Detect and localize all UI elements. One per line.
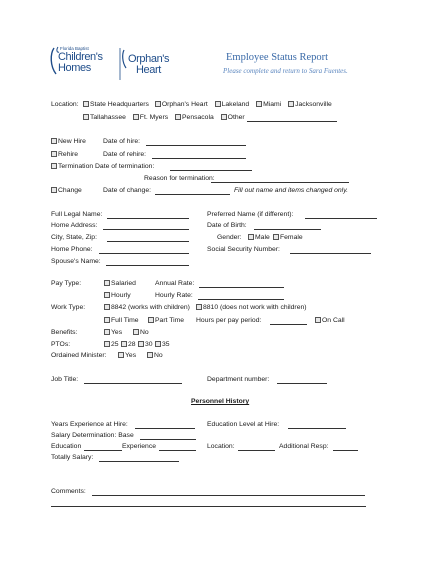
checkbox-icon[interactable] (148, 317, 154, 323)
spouse-name-field[interactable] (106, 259, 189, 266)
experience-label: Experience (122, 443, 157, 450)
location-option-ft-myers[interactable]: Ft. Myers (133, 114, 168, 121)
checkbox-icon[interactable] (147, 352, 153, 358)
pto-option-28[interactable]: 28 (121, 340, 136, 349)
checkbox-icon[interactable] (83, 114, 89, 120)
education-field[interactable] (84, 444, 122, 451)
annual-rate-field[interactable] (199, 281, 284, 288)
checkbox-icon[interactable] (104, 317, 110, 323)
pto-option-25[interactable]: 25 (104, 340, 119, 349)
preferred-name-field[interactable] (305, 212, 377, 219)
location-option-lakeland[interactable]: Lakeland (215, 101, 250, 108)
checkbox-icon[interactable] (175, 114, 181, 120)
checkbox-icon[interactable] (248, 234, 254, 240)
home-address-label: Home Address: (51, 222, 98, 229)
ssn-field[interactable] (290, 247, 371, 254)
checkbox-icon[interactable] (288, 101, 294, 107)
code-8810-option[interactable]: 8810 (does not work with children) (196, 303, 307, 312)
comments-field-line2[interactable] (51, 500, 366, 507)
location-option-orphans-heart[interactable]: Orphan's Heart (155, 101, 208, 108)
pto-option-35[interactable]: 35 (155, 340, 170, 349)
checkbox-icon[interactable] (215, 101, 221, 107)
date-of-birth-field[interactable] (254, 223, 321, 230)
checkbox-icon[interactable] (51, 163, 57, 169)
code-8842-option[interactable]: 8842 (works with children) (104, 303, 190, 312)
location-option-jacksonville[interactable]: Jacksonville (288, 101, 332, 108)
checkbox-icon[interactable] (104, 292, 110, 298)
location-row1 (83, 100, 332, 109)
work-type-label: Work Type: (51, 304, 86, 311)
checkbox-icon[interactable] (104, 341, 110, 347)
totally-salary-field[interactable] (99, 455, 179, 462)
logo-line3: Homes (58, 62, 91, 74)
logo-line2: Children's (58, 51, 103, 63)
annual-rate-label: Annual Rate: (155, 280, 195, 287)
checkbox-icon[interactable] (256, 101, 262, 107)
logo-line1: Florida Baptist (60, 46, 89, 51)
reason-field[interactable] (211, 176, 349, 183)
full-legal-name-field[interactable] (107, 212, 189, 219)
checkbox-icon[interactable] (51, 138, 57, 144)
logo-right1: Orphan's (128, 53, 170, 65)
ssn-label: Social Security Number: (207, 246, 280, 253)
date-of-rehire-field[interactable] (152, 152, 246, 159)
salaried-option[interactable]: Salaried (104, 279, 136, 288)
department-number-label: Department number: (207, 376, 270, 383)
additional-resp-label: Additional Resp: (279, 443, 329, 450)
gender-label: Gender: (217, 234, 242, 241)
checkbox-icon[interactable] (104, 329, 110, 335)
checkbox-icon[interactable] (51, 187, 57, 193)
date-of-change-label: Date of change: (103, 187, 151, 194)
other-location-field[interactable] (247, 115, 337, 122)
part-time-option[interactable]: Part Time (148, 316, 184, 325)
benefits-yes-option[interactable]: Yes (104, 328, 122, 337)
checkbox-icon[interactable] (104, 304, 110, 310)
minister-no-option[interactable]: No (147, 351, 163, 360)
totally-salary-label: Totally Salary: (51, 454, 94, 461)
date-of-hire-field[interactable] (146, 139, 246, 146)
pto-option-30[interactable]: 30 (138, 340, 153, 349)
home-address-field[interactable] (103, 223, 189, 230)
home-phone-label: Home Phone: (51, 246, 93, 253)
location-option-miami[interactable]: Miami (256, 101, 281, 108)
pay-type-label: Pay Type: (51, 280, 82, 287)
hours-per-pay-field[interactable] (270, 318, 307, 325)
gender-male-option[interactable]: Male (248, 233, 270, 242)
logo (48, 46, 188, 82)
new-hire-option[interactable]: New Hire (51, 137, 86, 146)
preferred-name-label: Preferred Name (if different): (207, 211, 294, 218)
years-experience-field[interactable] (135, 422, 195, 429)
education-label: Education (51, 443, 82, 450)
experience-field[interactable] (159, 444, 196, 451)
on-call-option[interactable]: On Call (315, 316, 345, 325)
location-label: Location: (51, 101, 79, 108)
department-number-field[interactable] (277, 377, 327, 384)
education-level-field[interactable] (288, 422, 346, 429)
spouse-name-label: Spouse's Name: (51, 258, 101, 265)
checkbox-icon[interactable] (196, 304, 202, 310)
benefits-label: Benefits: (51, 329, 78, 336)
checkbox-icon[interactable] (133, 114, 139, 120)
history-location-label: Location: (207, 443, 235, 450)
checkbox-icon[interactable] (118, 352, 124, 358)
location-option-tallahassee[interactable]: Tallahassee (83, 114, 126, 121)
ptos-label: PTOs: (51, 341, 71, 348)
date-of-change-field[interactable] (155, 188, 230, 195)
history-location-field[interactable] (238, 444, 275, 451)
date-of-termination-field[interactable] (170, 164, 252, 171)
salary-base-field[interactable] (140, 433, 196, 440)
location-option-other[interactable]: Other (221, 114, 245, 121)
city-state-zip-field[interactable] (107, 235, 189, 242)
checkbox-icon[interactable] (133, 329, 139, 335)
change-option[interactable]: Change (51, 186, 82, 195)
rehire-option[interactable]: Rehire (51, 150, 78, 159)
reason-label: Reason for termination: (144, 175, 215, 182)
checkbox-icon[interactable] (221, 114, 227, 120)
date-of-rehire-label: Date of rehire: (103, 151, 147, 158)
date-of-hire-label: Date of hire: (103, 138, 141, 145)
checkbox-icon[interactable] (104, 280, 110, 286)
additional-resp-field[interactable] (333, 444, 358, 451)
hourly-option[interactable]: Hourly (104, 291, 131, 300)
checkbox-icon[interactable] (273, 234, 279, 240)
minister-yes-option[interactable]: Yes (118, 351, 136, 360)
checkbox-icon[interactable] (315, 317, 321, 323)
personnel-history-heading: Personnel History (191, 398, 250, 405)
checkbox-icon[interactable] (83, 101, 89, 107)
comments-label: Comments: (51, 488, 86, 495)
gender-female-option[interactable]: Female (273, 233, 303, 242)
date-of-birth-label: Date of Birth: (207, 222, 247, 229)
education-level-label: Education Level at Hire: (207, 421, 280, 428)
job-title-label: Job Title: (51, 376, 79, 383)
city-state-zip-label: City, State, Zip: (51, 234, 97, 241)
termination-option[interactable]: Termination Date of termination: (51, 162, 154, 171)
years-experience-label: Years Experience at Hire: (51, 421, 128, 428)
logo-right2: Heart (136, 64, 161, 76)
full-legal-name-label: Full Legal Name: (51, 211, 103, 218)
checkbox-icon[interactable] (51, 151, 57, 157)
hours-per-pay-label: Hours per pay period: (196, 317, 262, 324)
comments-field-line1[interactable] (92, 489, 365, 496)
checkbox-icon[interactable] (155, 341, 161, 347)
location-row2 (83, 113, 337, 122)
change-note: Fill out name and items changed only. (234, 187, 348, 194)
location-option-hq[interactable]: State Headquarters (83, 101, 149, 108)
checkbox-icon[interactable] (138, 341, 144, 347)
full-time-option[interactable]: Full Time (104, 316, 139, 325)
benefits-no-option[interactable]: No (133, 328, 149, 337)
hourly-rate-field[interactable] (198, 293, 284, 300)
salary-determination-label: Salary Determination: Base (51, 432, 134, 439)
checkbox-icon[interactable] (121, 341, 127, 347)
hourly-rate-label: Hourly Rate: (155, 292, 193, 299)
location-option-pensacola[interactable]: Pensacola (175, 114, 214, 121)
page-subtitle: Please complete and return to Sara Fuentes. (223, 67, 348, 75)
checkbox-icon[interactable] (155, 101, 161, 107)
ordained-minister-label: Ordained Minister: (51, 352, 107, 359)
home-phone-field[interactable] (99, 247, 189, 254)
job-title-field[interactable] (84, 377, 182, 384)
page-title: Employee Status Report (226, 52, 329, 63)
